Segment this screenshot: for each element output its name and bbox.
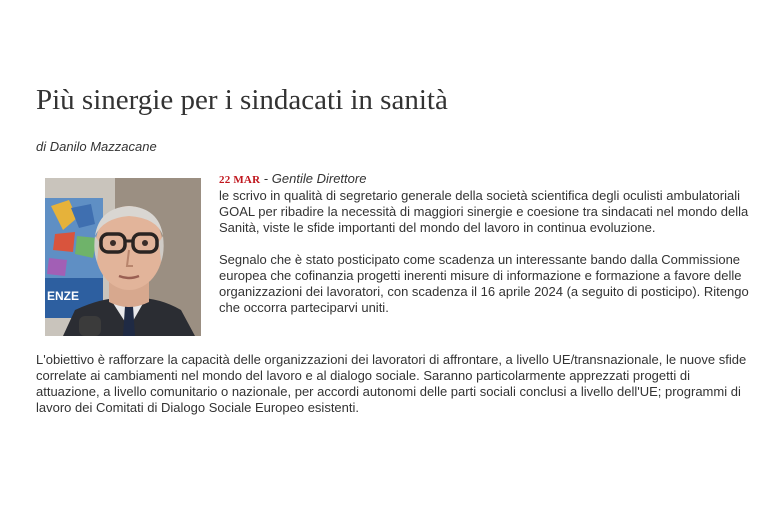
article-byline: di Danilo Mazzacane [36,139,157,154]
dateline-separator: - [260,171,272,186]
article-date: 22 MAR [219,174,261,186]
paragraph-spacer [219,236,749,252]
paragraph-1: le scrivo in qualità di segretario generale della società scientifica degli oculisti ambulatoriali GOAL per ribadire la necessità di maggiori sinergie e coesione tra sindacati nel mondo della Sanità, viste le sfide importanti del mondo del lavoro in continua evoluzione. [219,188,749,235]
salutation: Gentile Direttore [271,171,367,186]
author-photo [45,178,201,336]
paragraph-3: L'obiettivo è rafforzare la capacità delle organizzazioni dei lavoratori di affrontare, a livello UE/transnazionale, le nuove sfide correlate ai cambiamenti nel mondo del lavoro e al dialogo sociale. Saranno particolarmente apprezzati progetti di attuazione, a livello comunitario o nazionale, per accordi autonomi delle parti sociali conclusi a livello dell'UE; programmi di lavoro dei Comitati di Dialogo Sociale Europeo esistenti. [36,352,747,415]
intro-column [219,171,749,316]
dateline [219,171,749,188]
article-title: Più sinergie per i sindacati in sanità [36,84,448,116]
photo-backdrop-text: ENZE [47,289,80,303]
paragraph-2: Segnalo che è stato posticipato come scadenza un interessante bando dalla Commissione europea che cofinanzia progetti inerenti misure di informazione e formazione a favore delle organizzazioni dei lavoratori, con scadenza il 16 aprile 2024 (a seguito di posticipo). Ritengo che occorra parteciparvi uniti. [219,252,749,315]
